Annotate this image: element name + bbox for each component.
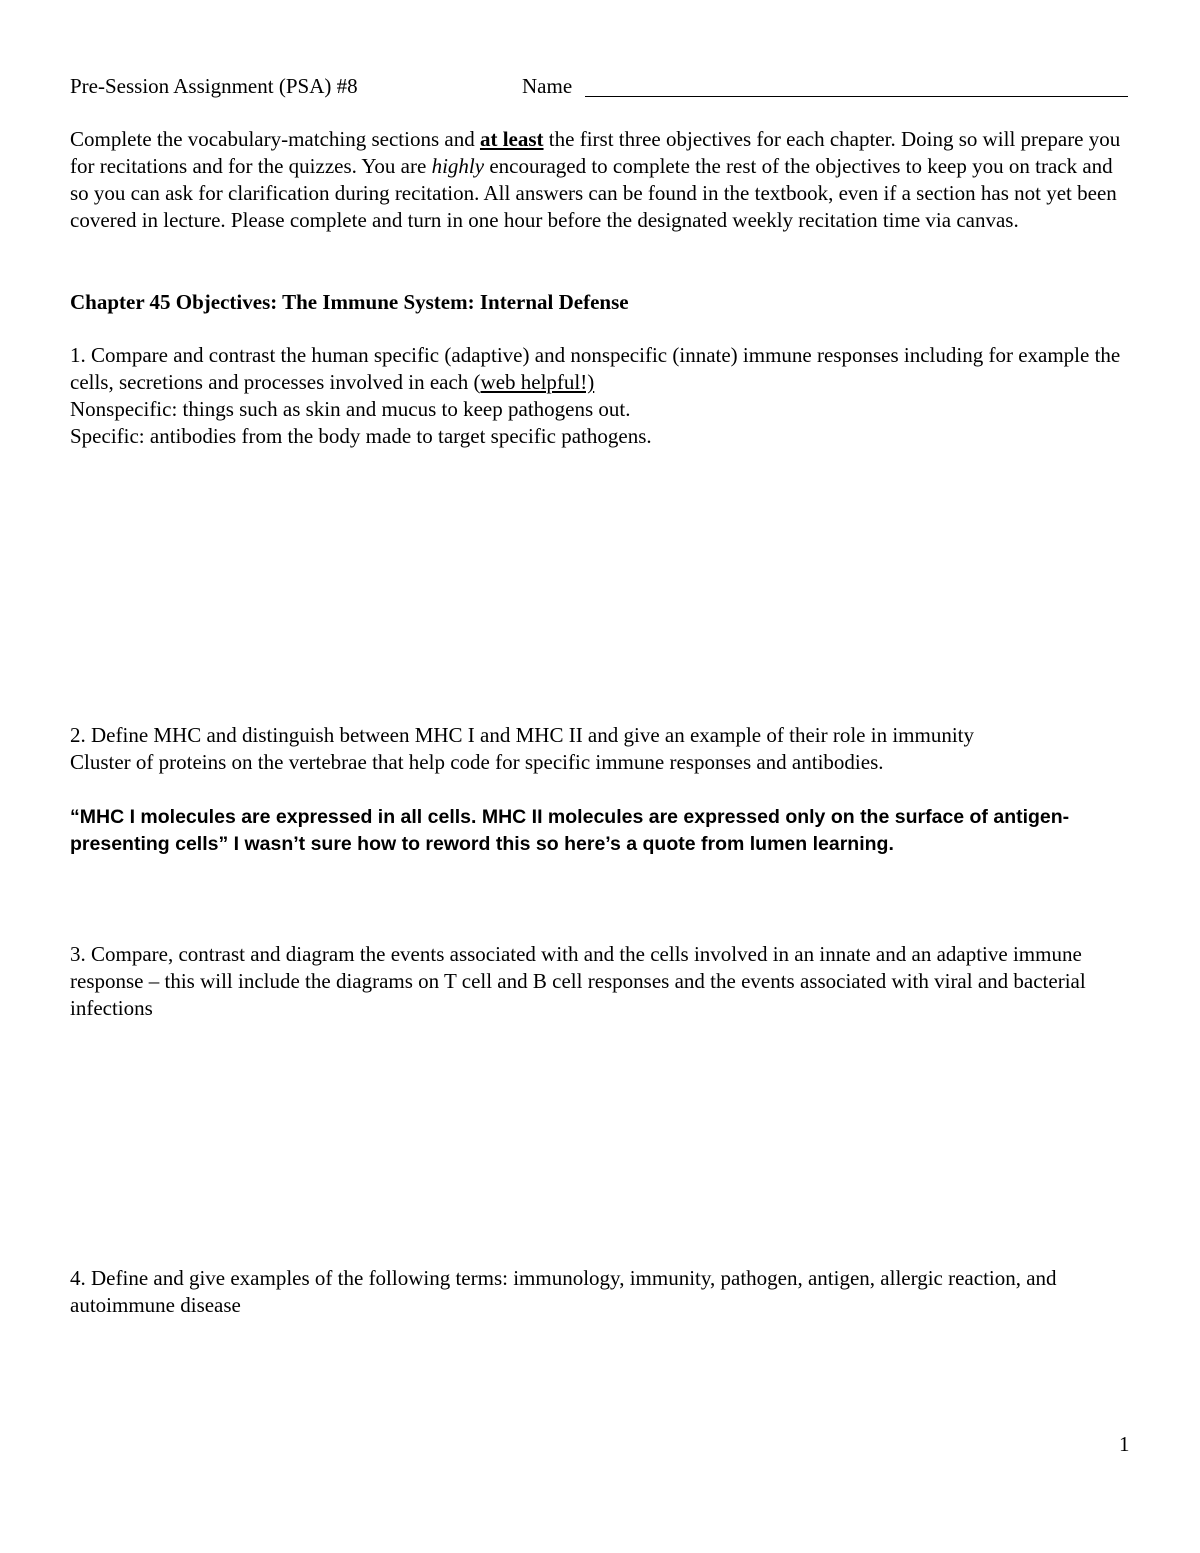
objective-2-answer: Cluster of proteins on the vertebrae that help code for specific immune responses and antibodies. <box>70 750 884 774</box>
objective-2-prompt: 2. Define MHC and distinguish between MHC I and MHC II and give an example of their role in immunity <box>70 723 974 747</box>
name-label: Name <box>522 74 573 98</box>
intro-italic: highly <box>431 154 485 178</box>
objective-1 <box>70 342 1130 450</box>
intro-text-3: encouraged to complete the rest of the objectives to keep you on track and so you can ask for clarification during recitation. All answers can be found in the textbook, even if a section has not yet been covered in lecture. Please complete and turn in one hour before the designated weekly recitation time via canvas. <box>70 154 1117 232</box>
intro-text-2: the first three objectives for each chapter. Doing so will prepare you for recitations and for the quizzes. You are <box>70 127 1121 178</box>
objective-1-answer-specific: Specific: antibodies from the body made to target specific pathogens. <box>70 424 652 448</box>
name-underline <box>585 96 1128 97</box>
objective-3 <box>70 941 1130 1022</box>
objective-2 <box>70 722 1130 776</box>
intro-text-1: Complete the vocabulary-matching sections and <box>70 127 480 151</box>
page-number: 1 <box>1119 1432 1130 1456</box>
objective-3-prompt: 3. Compare, contrast and diagram the events associated with and the cells involved in an innate and an adaptive immune response – this will include the diagrams on T cell and B cell responses and the events associated with viral and bacterial infections <box>70 942 1086 1020</box>
objective-4-prompt: 4. Define and give examples of the following terms: immunology, immunity, pathogen, antigen, allergic reaction, and autoimmune disease <box>70 1266 1057 1317</box>
intro-paragraph <box>70 126 1130 234</box>
web-helpful-link[interactable]: web helpful!) <box>480 370 595 394</box>
chapter-heading: Chapter 45 Objectives: The Immune System: Internal Defense <box>70 290 629 314</box>
objective-4 <box>70 1265 1060 1319</box>
objective-2-quote: “MHC I molecules are expressed in all cells. MHC II molecules are expressed only on the surface of antigen-presenting cells” I wasn’t sure how to reword this so here’s a quote from lumen learning. <box>70 806 1070 855</box>
objective-1-answer-nonspecific: Nonspecific: things such as skin and mucus to keep pathogens out. <box>70 397 631 421</box>
assignment-title: Pre-Session Assignment (PSA) #8 <box>70 74 358 98</box>
intro-emphasis: at least <box>479 127 544 151</box>
objective-1-prompt: 1. Compare and contrast the human specific (adaptive) and nonspecific (innate) immune responses including for example the cells, secretions and processes involved in each ( <box>70 343 1121 394</box>
